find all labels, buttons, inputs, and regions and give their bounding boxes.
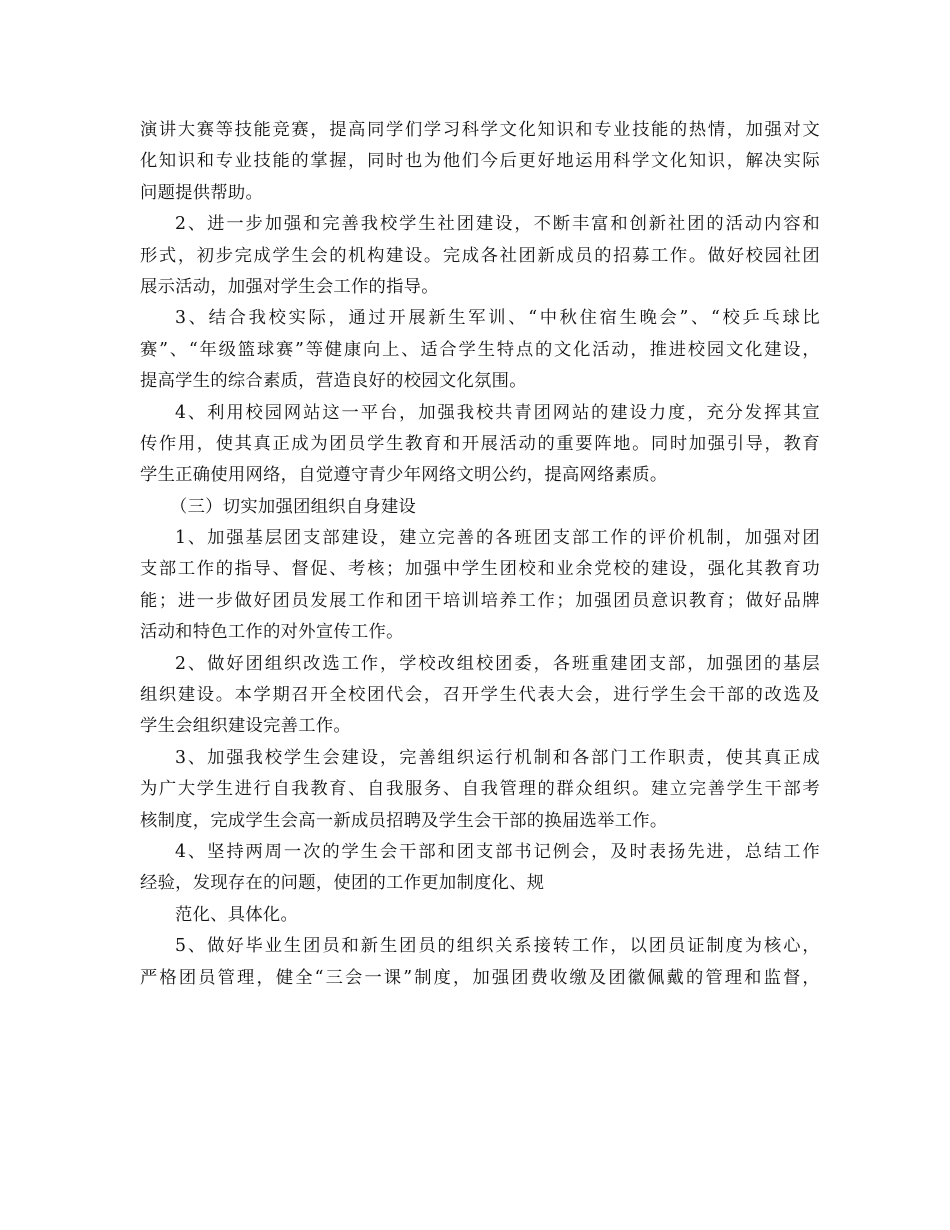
text-line: 形式，初步完成学生会的机构建设。完成各社团新成员的招募工作。做好校园社团 [140, 245, 820, 266]
text-line: 支部工作的指导、督促、考核；加强中学生团校和业余党校的建设，强化其教育功 [140, 559, 820, 580]
text-line: 2、做好团组织改选工作，学校改组校团委，各班重建团支部，加强团的基层 [175, 653, 820, 674]
text-line: 4、利用校园网站这一平台，加强我校共青团网站的建设力度，充分发挥其宣 [175, 402, 820, 423]
text-line: 问题提供帮助。 [140, 182, 264, 203]
text-line: 能；进一步做好团员发展工作和团干培训培养工作；加强团员意识教育；做好品牌 [140, 590, 820, 611]
text-line: 为广大学生进行自我教育、自我服务、自我管理的群众组织。建立完善学生干部考 [140, 779, 820, 800]
text-line: 2、进一步加强和完善我校学生社团建设，不断丰富和创新社团的活动内容和 [175, 214, 820, 235]
text-line: 3、加强我校学生会建设，完善组织运行机制和各部门工作职责，使其真正成 [175, 747, 820, 768]
text-line: 化知识和专业技能的掌握，同时也为他们今后更好地运用科学文化知识，解决实际 [140, 151, 820, 172]
text-line: 学生会组织建设完善工作。 [140, 716, 351, 737]
text-line: 范化、具体化。 [175, 904, 299, 925]
text-line: 演讲大赛等技能竞赛，提高同学们学习科学文化知识和专业技能的热情，加强对文 [140, 120, 820, 140]
text-line: 核制度，完成学生会高一新成员招聘及学生会干部的换届选举工作。 [140, 810, 668, 831]
text-line: 3、结合我校实际，通过开展新生军训、“中秋住宿生晚会”、“校乒乓球比 [175, 308, 820, 329]
text-line: 严格团员管理，健全“三会一课”制度，加强团费收缴及团徽佩戴的管理和监督， [140, 967, 820, 988]
text-line: 提高学生的综合素质，营造良好的校园文化氛围。 [140, 371, 527, 392]
text-line: 1、加强基层团支部建设，建立完善的各班团支部工作的评价机制，加强对团 [175, 528, 820, 549]
text-line: 传作用，使其真正成为团员学生教育和开展活动的重要阵地。同时加强引导，教育 [140, 433, 820, 454]
text-line: 4、坚持两周一次的学生会干部和团支部书记例会，及时表扬先进，总结工作 [175, 841, 820, 862]
text-line: 活动和特色工作的对外宣传工作。 [140, 622, 404, 643]
text-line: 组织建设。本学期召开全校团代会，召开学生代表大会，进行学生会干部的改选及 [140, 685, 820, 706]
text-line: 经验，发现存在的问题，使团的工作更加制度化、规 [140, 873, 545, 894]
text-line: 展示活动，加强对学生会工作的指导。 [140, 276, 439, 297]
text-line: 赛”、“年级篮球赛”等健康向上、适合学生特点的文化活动，推进校园文化建设， [140, 339, 820, 360]
document-body [140, 115, 820, 994]
text-line: 5、做好毕业生团员和新生团员的组织关系接转工作，以团员证制度为核心， [175, 936, 820, 957]
section-heading: （三）切实加强团组织自身建设 [170, 496, 417, 517]
text-line: 学生正确使用网络，自觉遵守青少年网络文明公约，提高网络素质。 [140, 465, 668, 486]
